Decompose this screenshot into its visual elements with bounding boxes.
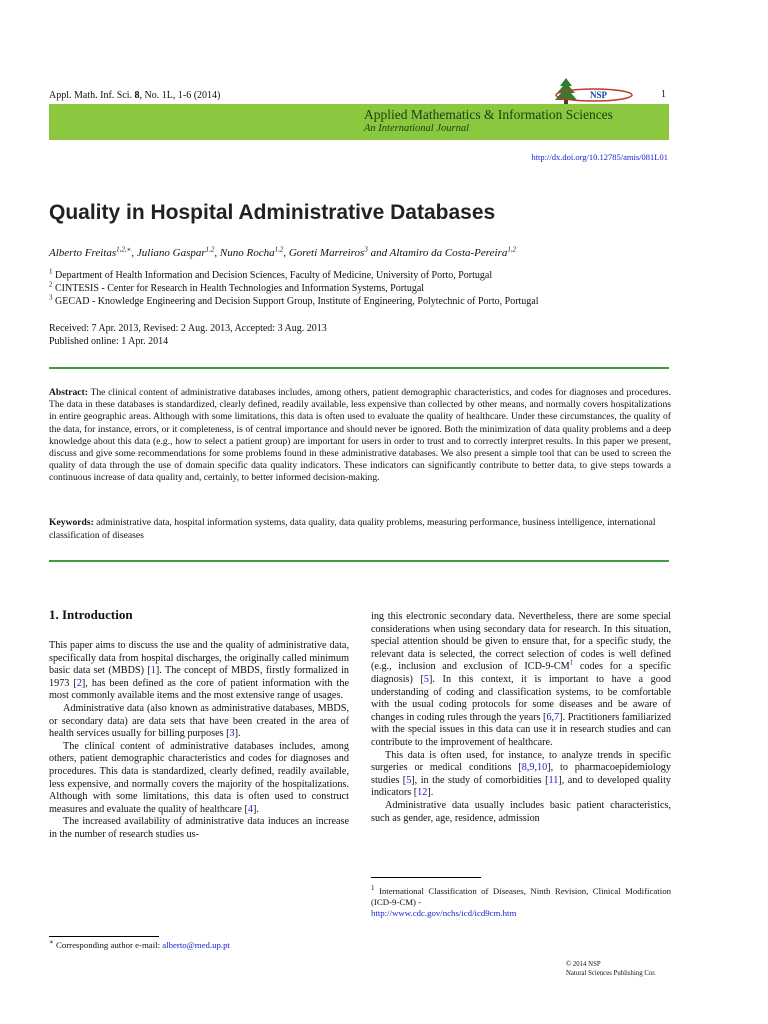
paragraph: The clinical content of administrative databases includes, among others, patient demographic characteristics and codes for diagnoses and procedures. This data is standardized, clearly defined, readily available, less expensive, and normally covers the majority of the hospitalizations. Although with some limitations, this data is often used to construct measures and evaluate the quality of healthcare [4]. bbox=[49, 740, 349, 815]
paragraph: The increased availability of administrative data induces an increase in the number of research studies us- bbox=[49, 816, 349, 840]
paragraph: ing this electronic secondary data. Nevertheless, there are some special considerations when using secondary data for research. In this situation, special attention should be given to ensure that, for a specific study, the relevant data is selected, the correct selection of codes is well defined (e.g., inclusion and exclusion of ICD-$9-CM^1$ codes for a specific diagnosis) [5]. In this context, it is important to have a good understanding of coding and classification systems, to be comfortable with the usual coding protocols for some diseases and be aware of changes in coding rules through the years [6,7]. Practitioners familiarized with the special issues in this data can use it in research studies and can contribute to the improvement of healthcare. bbox=[371, 611, 672, 748]
citation-link[interactable]: 5 bbox=[406, 774, 412, 786]
corresponding-author: ∗ Corresponding author e-mail: alberto@med.up.pt bbox=[49, 938, 230, 950]
abstract bbox=[49, 387, 671, 485]
abstract-text: The clinical content of administrative databases includes, among others, patient demographic characteristics, and codes for diagnoses and procedures. The data in these databases is standardized, clearly defined, readily available, less expensive than collected by other means, and normally covers hospitalizations in entire geographic areas. Although with some limitations, this data is often used to evaluate the quality of healthcare. Under these circumstances, the quality of the data, for instance, errors, or it completeness, is of central importance and should never be ignored. Both the minimization of data quality problems and a deep knowledge about this data (e.g., how to select a patient group) are important for users in order to trust and to correctly interpret results. In this paper we present, discuss and give some recommendations for some problems found in these administrative databases. We also present a simple tool that can be used to screen the quality of data through the use of domain specific data quality indicators. These indicators can significantly contribute to better data, to give steps towards a continuous increase of data quality and, certainly, to better informed decision-making. bbox=[49, 387, 671, 484]
copyright-line: © 2014 NSP bbox=[566, 961, 601, 968]
citation-link[interactable]: 3 bbox=[229, 728, 235, 740]
nsp-logo bbox=[542, 76, 636, 104]
journal-title: Applied Mathematics & Information Sciences bbox=[364, 107, 613, 122]
author: Alberto Freitas bbox=[49, 247, 117, 259]
footnote-rule bbox=[371, 877, 481, 878]
footnote-1: $^1$ International Classification of Diseases, Ninth Revision, Clinical Modification (ICD-9-CM) - http://www.cdc.gov/nchs/icd/icd9cm.htm bbox=[371, 884, 671, 918]
author: Goreti Marreiros bbox=[288, 247, 365, 259]
copyright bbox=[566, 960, 656, 978]
citation-link[interactable]: 10 bbox=[536, 762, 548, 774]
citation-link[interactable]: 8 bbox=[521, 762, 527, 774]
citation-link[interactable]: 7 bbox=[554, 711, 560, 723]
keywords bbox=[49, 516, 671, 542]
publisher-line: Natural Sciences Publishing Cor. bbox=[566, 970, 656, 977]
citation-link[interactable]: 4 bbox=[247, 803, 253, 815]
footnote-link[interactable]: 1 bbox=[569, 658, 574, 667]
divider bbox=[49, 560, 669, 562]
journal-subtitle: An International Journal bbox=[364, 123, 469, 134]
citation-link[interactable]: 5 bbox=[423, 673, 429, 685]
abstract-label: Abstract: bbox=[49, 387, 88, 398]
affiliation-2: $^2$ CINTESIS - Center for Research in Health Technologies and Information Systems, Portugal bbox=[49, 280, 425, 294]
author: Juliano Gaspar bbox=[136, 247, 206, 259]
footnote-url-link[interactable]: http://www.cdc.gov/nchs/icd/icd9cm.htm bbox=[371, 908, 517, 918]
section-heading: 1. Introduction bbox=[49, 607, 133, 622]
author-list: Alberto Freitas$^{1,2,∗}$, Juliano Gaspar$^{1,2}$, Nuno Rocha$^{1,2}$, Goreti Marreiros$^3$ and Altamiro da Costa-Pereira$^{1,2}$ bbox=[49, 245, 517, 259]
paragraph: This data is often used, for instance, to analyze trends in specific surgeries or medical conditions [8,9,10], to pharmacoepidemiology studies [5], in the study of comorbidities [11], and to developed quality indicators [12]. bbox=[371, 749, 671, 799]
footnote-rule bbox=[49, 936, 159, 937]
email-link[interactable]: alberto@med.up.pt bbox=[162, 940, 230, 950]
received-dates: Received: 7 Apr. 2013, Revised: 2 Aug. 2013, Accepted: 3 Aug. 2013 bbox=[49, 323, 327, 334]
right-column bbox=[371, 611, 671, 825]
citation-link[interactable]: 11 bbox=[548, 774, 559, 786]
paragraph: Administrative data usually includes basic patient characteristics, such as gender, age, residence, admission bbox=[371, 799, 671, 824]
paper-title: Quality in Hospital Administrative Databases bbox=[49, 201, 496, 224]
citation-link[interactable]: 9 bbox=[529, 762, 535, 774]
paragraph: Administrative data (also known as administrative databases, MBDS, or secondary data) are data sets that have been created in the area of health services usually for billing purposes [3]. bbox=[49, 702, 349, 740]
citation-link[interactable]: 1 bbox=[150, 665, 156, 677]
author: Nuno Rocha bbox=[219, 247, 275, 259]
left-column bbox=[49, 640, 349, 842]
author: Altamiro da Costa-Pereira bbox=[389, 247, 508, 259]
affiliation-3: $^3$ GECAD - Knowledge Engineering and Decision Support Group, Institute of Engineering, Polytechnic of Porto, Portugal bbox=[49, 293, 539, 307]
tree-logo-icon bbox=[542, 76, 636, 104]
divider bbox=[49, 367, 669, 369]
citation-link[interactable]: 12 bbox=[417, 787, 428, 799]
citation-link[interactable]: 6 bbox=[546, 711, 552, 723]
doi-link[interactable]: http://dx.doi.org/10.12785/amis/081L01 bbox=[531, 152, 668, 162]
page-number: 1 bbox=[661, 89, 666, 100]
keywords-text: administrative data, hospital information systems, data quality, data quality problems, measuring performance, business intelligence, international classification of diseases bbox=[49, 517, 656, 542]
logo-text: NSP bbox=[590, 90, 608, 100]
citation-link[interactable]: 2 bbox=[76, 677, 82, 689]
affiliation-1: $^1$ Department of Health Information and Decision Sciences, Faculty of Medicine, University of Porto, Portugal bbox=[49, 267, 493, 281]
paragraph: This paper aims to discuss the use and the quality of administrative data, specifically data from hospital discharges, the originally called minimum basic data set (MBDS) [1]. The concept of MBDS, firstly formalized in 1973 [2], has been defined as the core of patient information with the most commonly available items and the most extensive range of usages. bbox=[49, 640, 349, 702]
journal-citation: Appl. Math. Inf. Sci. 8, No. 1L, 1-6 (2014) bbox=[49, 90, 221, 101]
keywords-label: Keywords: bbox=[49, 517, 94, 528]
published-date: Published online: 1 Apr. 2014 bbox=[49, 336, 169, 347]
